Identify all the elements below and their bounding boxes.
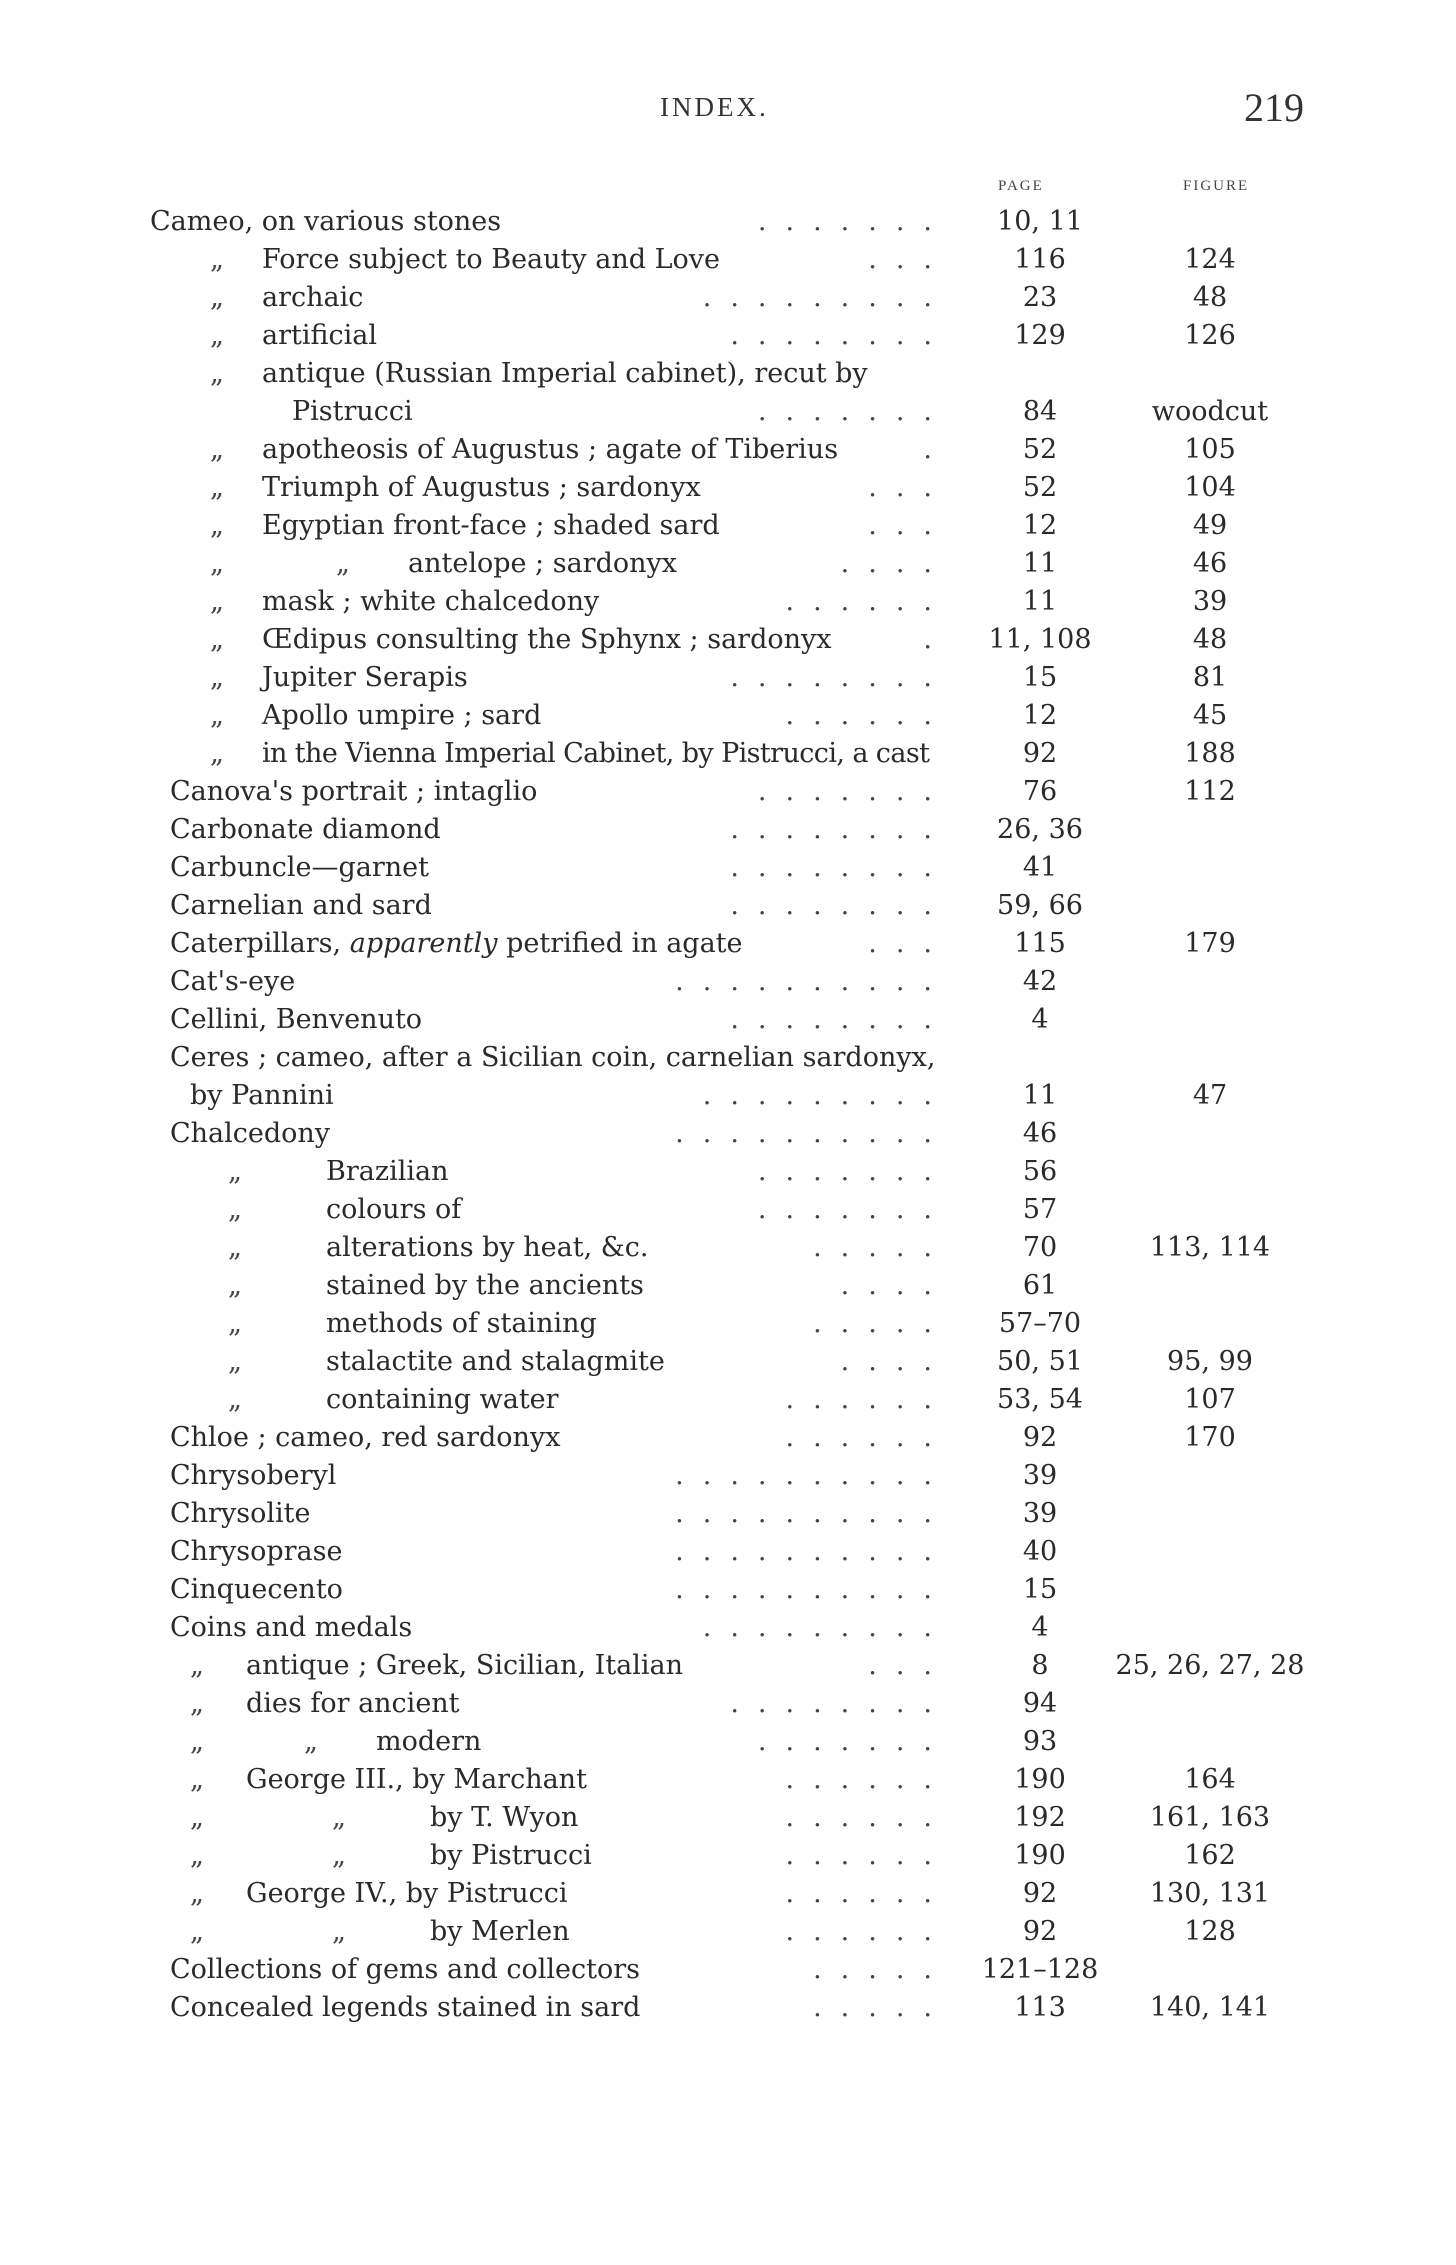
entry-figure: 128 xyxy=(1184,1916,1236,1947)
ditto-mark: „ xyxy=(210,586,224,617)
entry-figure: 49 xyxy=(1192,510,1228,541)
entry-label: colours of xyxy=(326,1194,462,1225)
entry-page: 15 xyxy=(1022,662,1058,693)
entry-label: Ceres ; cameo, after a Sicilian coin, carnelian sardonyx, xyxy=(170,1042,936,1073)
entry-page: 10, 11 xyxy=(997,206,1083,237)
entry-page: 84 xyxy=(1022,396,1058,427)
entry-label: by Merlen xyxy=(430,1916,570,1947)
entry-page: 53, 54 xyxy=(997,1384,1083,1415)
index-entry xyxy=(0,697,1456,735)
index-entry xyxy=(0,1191,1456,1229)
entry-label: antique (Russian Imperial cabinet), recut by xyxy=(262,358,868,389)
entry-figure: 179 xyxy=(1184,928,1236,959)
entry-figure: 48 xyxy=(1192,282,1228,313)
ditto-mark: „ xyxy=(228,1384,242,1415)
dot-leader: ..... xyxy=(813,1992,951,2023)
index-entry xyxy=(0,203,1456,241)
ditto-mark: „ xyxy=(210,624,224,655)
index-entry xyxy=(0,1723,1456,1761)
index-entry xyxy=(0,735,1456,773)
dot-leader: ........ xyxy=(730,814,951,845)
entry-page: 121–128 xyxy=(981,1954,1099,1985)
dot-leader: ....... xyxy=(757,1726,951,1757)
entry-page: 26, 36 xyxy=(997,814,1083,845)
entry-label: antique ; Greek, Sicilian, Italian xyxy=(246,1650,684,1681)
entry-page: 11 xyxy=(1022,548,1058,579)
dot-leader: ....... xyxy=(757,1194,951,1225)
dot-leader: ....... xyxy=(757,776,951,807)
index-entry xyxy=(0,621,1456,659)
dot-leader: .... xyxy=(840,1346,951,1377)
entry-label: methods of staining xyxy=(326,1308,597,1339)
index-entry xyxy=(0,1989,1456,2027)
entry-label: by Pannini xyxy=(190,1080,334,1111)
ditto-mark: „ xyxy=(332,1840,346,1871)
entry-label: Force subject to Beauty and Love xyxy=(262,244,720,275)
index-entry xyxy=(0,1685,1456,1723)
page-number: 219 xyxy=(1244,85,1304,130)
entry-page: 92 xyxy=(1022,1422,1058,1453)
entry-page: 4 xyxy=(1031,1612,1049,1643)
index-entry xyxy=(0,1115,1456,1153)
dot-leader: ...... xyxy=(785,1916,951,1947)
entry-page: 93 xyxy=(1022,1726,1058,1757)
entry-label: George IV., by Pistrucci xyxy=(246,1878,568,1909)
entry-figure: woodcut xyxy=(1151,396,1269,427)
ditto-mark: „ xyxy=(210,738,224,769)
dot-leader: .......... xyxy=(675,966,951,997)
entry-figure: 161, 163 xyxy=(1149,1802,1271,1833)
ditto-mark: „ xyxy=(228,1346,242,1377)
ditto-mark: „ xyxy=(190,1726,204,1757)
entry-page: 39 xyxy=(1022,1460,1058,1491)
dot-leader: ..... xyxy=(813,1308,951,1339)
index-entry xyxy=(0,1001,1456,1039)
entry-figure: 113, 114 xyxy=(1149,1232,1271,1263)
entry-label: Canova's portrait ; intaglio xyxy=(170,776,538,807)
dot-leader: ....... xyxy=(757,206,951,237)
index-entry xyxy=(0,773,1456,811)
entry-page: 116 xyxy=(1014,244,1066,275)
entry-label: Cinquecento xyxy=(170,1574,343,1605)
dot-leader: ....... xyxy=(757,396,951,427)
entry-label-part: petrified in agate xyxy=(497,928,743,959)
entry-label: Cat's-eye xyxy=(170,966,296,997)
dot-leader: ........ xyxy=(730,852,951,883)
dot-leader: .... xyxy=(840,548,951,579)
entry-figure: 164 xyxy=(1184,1764,1236,1795)
dot-leader: ........ xyxy=(730,1004,951,1035)
dot-leader: ... xyxy=(868,1650,951,1681)
index-entry xyxy=(0,1039,1456,1077)
index-entry xyxy=(0,355,1456,393)
entry-label: Chloe ; cameo, red sardonyx xyxy=(170,1422,561,1453)
index-entry xyxy=(0,583,1456,621)
ditto-mark: „ xyxy=(332,1916,346,1947)
entry-figure: 130, 131 xyxy=(1149,1878,1271,1909)
entry-label: Œdipus consulting the Sphynx ; sardonyx xyxy=(262,624,832,655)
entry-label: Chrysoberyl xyxy=(170,1460,337,1491)
entry-label: George III., by Marchant xyxy=(246,1764,587,1795)
dot-leader: ........ xyxy=(730,320,951,351)
ditto-mark: „ xyxy=(228,1194,242,1225)
index-entry xyxy=(0,1799,1456,1837)
entry-figure: 124 xyxy=(1184,244,1236,275)
entry-page: 15 xyxy=(1022,1574,1058,1605)
entry-label: Concealed legends stained in sard xyxy=(170,1992,641,2023)
column-headers xyxy=(0,178,1456,200)
entry-page: 190 xyxy=(1014,1840,1066,1871)
ditto-mark: „ xyxy=(210,434,224,465)
entry-label: Egyptian front-face ; shaded sard xyxy=(262,510,720,541)
dot-leader: ........ xyxy=(730,890,951,921)
entry-page: 4 xyxy=(1031,1004,1049,1035)
ditto-mark: „ xyxy=(210,662,224,693)
dot-leader: . xyxy=(923,624,951,655)
dot-leader: ..... xyxy=(813,1954,951,1985)
ditto-mark: „ xyxy=(336,548,350,579)
ditto-mark: „ xyxy=(228,1232,242,1263)
entry-page: 92 xyxy=(1022,1916,1058,1947)
dot-leader: ... xyxy=(868,244,951,275)
entry-page: 41 xyxy=(1022,852,1058,883)
index-entry xyxy=(0,1305,1456,1343)
entry-page: 39 xyxy=(1022,1498,1058,1529)
index-entry xyxy=(0,1533,1456,1571)
index-entry xyxy=(0,1647,1456,1685)
entry-label: artificial xyxy=(262,320,377,351)
index-entry xyxy=(0,1343,1456,1381)
dot-leader: ....... xyxy=(757,1156,951,1187)
index-entry xyxy=(0,1761,1456,1799)
column-header-figure: FIGURE xyxy=(1183,178,1250,194)
entry-figure: 188 xyxy=(1184,738,1236,769)
dot-leader: ..... xyxy=(813,1232,951,1263)
index-entry xyxy=(0,659,1456,697)
entry-page: 129 xyxy=(1014,320,1066,351)
dot-leader: .......... xyxy=(675,1536,951,1567)
dot-leader: ...... xyxy=(785,1802,951,1833)
ditto-mark: „ xyxy=(190,1650,204,1681)
entry-page: 46 xyxy=(1022,1118,1058,1149)
entry-page: 12 xyxy=(1022,510,1058,541)
dot-leader: ......... xyxy=(702,282,951,313)
entry-page: 57 xyxy=(1022,1194,1058,1225)
running-title: INDEX. xyxy=(660,92,769,122)
index-entry xyxy=(0,1571,1456,1609)
ditto-mark: „ xyxy=(210,244,224,275)
entry-label: stalactite and stalagmite xyxy=(326,1346,665,1377)
entry-page: 115 xyxy=(1014,928,1066,959)
dot-leader: ...... xyxy=(785,586,951,617)
index-entry xyxy=(0,317,1456,355)
entry-page: 61 xyxy=(1022,1270,1058,1301)
entry-page: 11, 108 xyxy=(988,624,1092,655)
dot-leader: .......... xyxy=(675,1574,951,1605)
index-entry xyxy=(0,1153,1456,1191)
entry-label: mask ; white chalcedony xyxy=(262,586,600,617)
entry-page: 92 xyxy=(1022,738,1058,769)
dot-leader: .... xyxy=(840,1270,951,1301)
dot-leader: ...... xyxy=(785,1878,951,1909)
dot-leader: ........ xyxy=(730,662,951,693)
dot-leader: ......... xyxy=(702,1080,951,1111)
entry-page: 8 xyxy=(1031,1650,1049,1681)
entry-figure: 126 xyxy=(1184,320,1236,351)
entry-page: 190 xyxy=(1014,1764,1066,1795)
dot-leader: ... xyxy=(868,928,951,959)
entry-label: modern xyxy=(376,1726,482,1757)
column-header-page: PAGE xyxy=(998,178,1044,194)
entry-label: apotheosis of Augustus ; agate of Tiberius xyxy=(262,434,839,465)
entry-label: stained by the ancients xyxy=(326,1270,644,1301)
entry-label: Carnelian and sard xyxy=(170,890,432,921)
dot-leader: ...... xyxy=(785,1422,951,1453)
entry-figure: 46 xyxy=(1192,548,1228,579)
entry-label: Chalcedony xyxy=(170,1118,331,1149)
entry-page: 59, 66 xyxy=(997,890,1083,921)
entry-figure: 107 xyxy=(1184,1384,1236,1415)
entry-page: 42 xyxy=(1022,966,1058,997)
ditto-mark: „ xyxy=(304,1726,318,1757)
ditto-mark: „ xyxy=(332,1802,346,1833)
index-entry xyxy=(0,393,1456,431)
entry-page: 94 xyxy=(1022,1688,1058,1719)
ditto-mark: „ xyxy=(190,1840,204,1871)
entry-label-italic: apparently xyxy=(349,928,498,959)
index-entry xyxy=(0,1229,1456,1267)
entry-label: Chrysoprase xyxy=(170,1536,343,1567)
ditto-mark: „ xyxy=(210,510,224,541)
entry-label: Triumph of Augustus ; sardonyx xyxy=(262,472,701,503)
ditto-mark: „ xyxy=(210,700,224,731)
entry-label: Cameo, on various stones xyxy=(150,206,502,237)
entry-page: 52 xyxy=(1022,472,1058,503)
dot-leader: .......... xyxy=(675,1498,951,1529)
dot-leader: ... xyxy=(868,510,951,541)
entry-label: Collections of gems and collectors xyxy=(170,1954,640,1985)
dot-leader: ......... xyxy=(702,1612,951,1643)
entry-page: 11 xyxy=(1022,1080,1058,1111)
entry-label: by Pistrucci xyxy=(430,1840,592,1871)
entry-label: Coins and medals xyxy=(170,1612,413,1643)
ditto-mark: „ xyxy=(210,320,224,351)
entry-page: 76 xyxy=(1022,776,1058,807)
entry-label: Brazilian xyxy=(326,1156,449,1187)
index-entry xyxy=(0,431,1456,469)
ditto-mark: „ xyxy=(228,1156,242,1187)
index-entry xyxy=(0,1457,1456,1495)
entry-page: 56 xyxy=(1022,1156,1058,1187)
entry-page: 12 xyxy=(1022,700,1058,731)
index-entry xyxy=(0,1913,1456,1951)
entry-page: 11 xyxy=(1022,586,1058,617)
dot-leader: ...... xyxy=(785,1384,951,1415)
index-entry xyxy=(0,241,1456,279)
ditto-mark: „ xyxy=(228,1308,242,1339)
entry-label: alterations by heat, &c. xyxy=(326,1232,649,1263)
index-entry xyxy=(0,1837,1456,1875)
entry-figure: 162 xyxy=(1184,1840,1236,1871)
entry-page: 113 xyxy=(1014,1992,1066,2023)
entry-page: 50, 51 xyxy=(997,1346,1083,1377)
entry-label-part: Caterpillars, xyxy=(170,928,350,959)
entry-label: by T. Wyon xyxy=(430,1802,579,1833)
index-entry xyxy=(0,469,1456,507)
index-entry xyxy=(0,1267,1456,1305)
entry-label: containing water xyxy=(326,1384,559,1415)
index-entry xyxy=(0,963,1456,1001)
dot-leader: ...... xyxy=(785,1840,951,1871)
entry-label: dies for ancient xyxy=(246,1688,460,1719)
entry-figure: 48 xyxy=(1192,624,1228,655)
entry-figure: 104 xyxy=(1184,472,1236,503)
entry-figure: 170 xyxy=(1184,1422,1236,1453)
ditto-mark: „ xyxy=(190,1916,204,1947)
index-entry xyxy=(0,279,1456,317)
index-entry xyxy=(0,1495,1456,1533)
index-entry xyxy=(0,1077,1456,1115)
entry-figure: 81 xyxy=(1192,662,1228,693)
ditto-mark: „ xyxy=(210,282,224,313)
entry-figure: 105 xyxy=(1184,434,1236,465)
entry-label xyxy=(170,925,743,963)
entry-page: 92 xyxy=(1022,1878,1058,1909)
index-entry xyxy=(0,925,1456,963)
index-entry xyxy=(0,811,1456,849)
entry-page: 52 xyxy=(1022,434,1058,465)
dot-leader: ........ xyxy=(730,1688,951,1719)
index-entry xyxy=(0,849,1456,887)
page-header xyxy=(0,85,1456,138)
ditto-mark: „ xyxy=(228,1270,242,1301)
index-entry xyxy=(0,887,1456,925)
entry-page: 70 xyxy=(1022,1232,1058,1263)
dot-leader: . xyxy=(923,434,951,465)
ditto-mark: „ xyxy=(190,1688,204,1719)
ditto-mark: „ xyxy=(190,1764,204,1795)
dot-leader: ... xyxy=(868,472,951,503)
entry-figure: 39 xyxy=(1192,586,1228,617)
entry-figure: 47 xyxy=(1192,1080,1228,1111)
entry-page: 192 xyxy=(1014,1802,1066,1833)
index-entry xyxy=(0,1419,1456,1457)
index-entry xyxy=(0,1609,1456,1647)
entry-label: Carbonate diamond xyxy=(170,814,441,845)
ditto-mark: „ xyxy=(210,358,224,389)
ditto-mark: „ xyxy=(190,1878,204,1909)
entry-label: antelope ; sardonyx xyxy=(408,548,677,579)
entry-label: Pistrucci xyxy=(292,396,413,427)
entry-label: Jupiter Serapis xyxy=(262,662,468,693)
dot-leader: ...... xyxy=(785,700,951,731)
index-entries xyxy=(0,203,1456,2027)
ditto-mark: „ xyxy=(190,1802,204,1833)
entry-figure: 95, 99 xyxy=(1167,1346,1253,1377)
entry-figure: 140, 141 xyxy=(1149,1992,1271,2023)
entry-label: archaic xyxy=(262,282,364,313)
dot-leader: .......... xyxy=(675,1118,951,1149)
entry-page: 57–70 xyxy=(998,1308,1082,1339)
entry-figure: 45 xyxy=(1192,700,1228,731)
dot-leader: .......... xyxy=(675,1460,951,1491)
entry-page: 23 xyxy=(1022,282,1058,313)
entry-page: 40 xyxy=(1022,1536,1058,1567)
index-entry xyxy=(0,1875,1456,1913)
entry-label: Cellini, Benvenuto xyxy=(170,1004,423,1035)
index-entry xyxy=(0,1951,1456,1989)
entry-figure: 25, 26, 27, 28 xyxy=(1115,1650,1305,1681)
dot-leader: ...... xyxy=(785,1764,951,1795)
index-entry xyxy=(0,507,1456,545)
index-entry xyxy=(0,1381,1456,1419)
entry-label: Apollo umpire ; sard xyxy=(262,700,542,731)
ditto-mark: „ xyxy=(210,548,224,579)
entry-label: in the Vienna Imperial Cabinet, by Pistrucci, a cast xyxy=(262,738,930,769)
entry-label: Carbuncle—garnet xyxy=(170,852,429,883)
ditto-mark: „ xyxy=(210,472,224,503)
entry-label: Chrysolite xyxy=(170,1498,311,1529)
entry-figure: 112 xyxy=(1184,776,1236,807)
index-entry xyxy=(0,545,1456,583)
